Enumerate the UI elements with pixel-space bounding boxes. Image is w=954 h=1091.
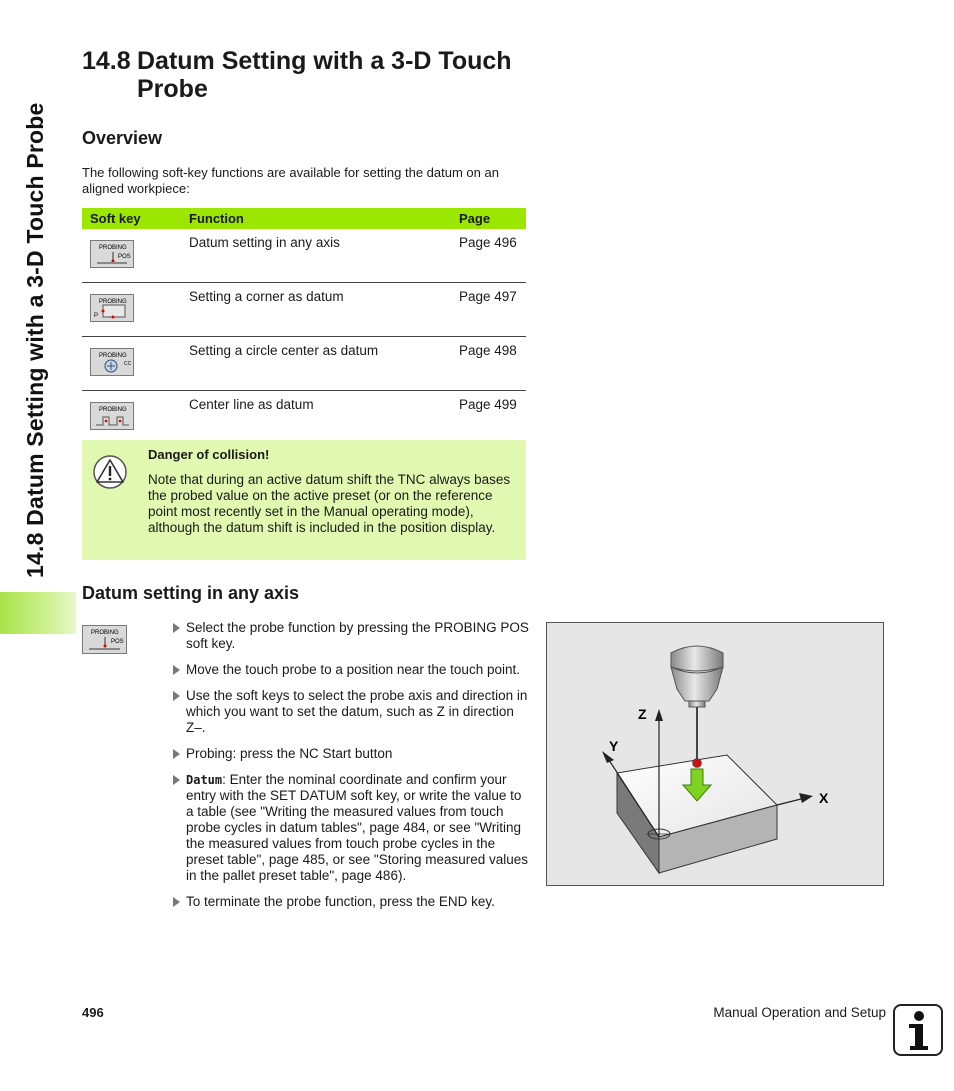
probing-circle-softkey[interactable] bbox=[90, 348, 134, 376]
header-softkey: Soft key bbox=[82, 208, 181, 229]
table-row bbox=[82, 283, 526, 337]
svg-text:PROBING: PROBING bbox=[99, 407, 127, 413]
page-title bbox=[82, 47, 542, 103]
page-cell: Page 498 bbox=[451, 337, 526, 391]
probing-pos-softkey[interactable] bbox=[90, 240, 134, 268]
list-item: To terminate the probe function, press the END key. bbox=[172, 894, 532, 910]
sidebar-chapter-title bbox=[14, 40, 64, 600]
bullet-triangle-icon bbox=[173, 691, 180, 701]
softkey-table bbox=[82, 208, 526, 445]
svg-text:P: P bbox=[94, 313, 99, 319]
datum-any-axis-heading: Datum setting in any axis bbox=[82, 583, 300, 603]
header-page: Page bbox=[451, 208, 526, 229]
warning-text: Note that during an active datum shift the TNC always bases the probed value on the active preset (or on the reference point most recently set in the Manual operating mode), although the datum shift is included in the position display. bbox=[148, 472, 511, 535]
axis-label-x: X bbox=[819, 790, 829, 806]
probing-pos-softkey-large[interactable] bbox=[82, 625, 127, 654]
bullet-triangle-icon bbox=[173, 665, 180, 675]
table-row bbox=[82, 337, 526, 391]
section-number: 14.8 bbox=[82, 47, 131, 75]
list-item: Probing: press the NC Start button bbox=[172, 746, 532, 762]
table-row bbox=[82, 229, 526, 283]
page-cell: Page 496 bbox=[451, 229, 526, 283]
collision-warning bbox=[82, 440, 526, 560]
softkey-label-line1: PROBING bbox=[91, 630, 119, 636]
probing-corner-softkey[interactable] bbox=[90, 294, 134, 322]
procedure-steps bbox=[172, 620, 532, 920]
list-item: Use the soft keys to select the probe axis and direction in which you want to set the datum, such as Z in direction Z–. bbox=[172, 688, 532, 736]
bullet-triangle-icon bbox=[173, 623, 180, 633]
probing-centerline-softkey[interactable] bbox=[90, 402, 134, 430]
overview-heading: Overview bbox=[82, 128, 163, 148]
table-row bbox=[82, 391, 526, 445]
page-cell: Page 497 bbox=[451, 283, 526, 337]
warning-icon bbox=[92, 454, 128, 490]
axis-label-z: Z bbox=[638, 706, 647, 722]
overview-intro: The following soft-key functions are available for setting the datum on an aligned workpiece: bbox=[82, 165, 499, 196]
datum-keyword: Datum bbox=[186, 773, 223, 787]
axis-label-y: Y bbox=[609, 738, 619, 754]
svg-text:POS: POS bbox=[118, 254, 131, 260]
function-cell: Datum setting in any axis bbox=[181, 229, 451, 283]
warning-title: Danger of collision! bbox=[148, 447, 270, 462]
probing-pos-icon bbox=[83, 626, 126, 653]
sidebar-title-text: 14.8 Datum Setting with a 3-D Touch Probe bbox=[22, 102, 48, 578]
function-cell: Setting a circle center as datum bbox=[181, 337, 451, 391]
list-item: Move the touch probe to a position near the touch point. bbox=[172, 662, 532, 678]
list-item: Datum: Enter the nominal coordinate and confirm your entry with the SET DATUM soft key, or write the value to a table (see "Writing the measured values from touch probe cycles in datum tables", page 484, or see "Writing the measured values from touch probe cycles in the preset table", page 485, or see "Storing measured values in the pallet preset table", page 486). bbox=[172, 772, 532, 884]
page-number: 496 bbox=[82, 1005, 104, 1020]
svg-text:PROBING: PROBING bbox=[99, 353, 127, 359]
touch-probe-figure bbox=[546, 622, 884, 886]
touch-probe-illustration bbox=[547, 623, 883, 885]
svg-text:PROBING: PROBING bbox=[99, 245, 127, 251]
probing-corner-icon bbox=[91, 295, 133, 321]
svg-text:CC: CC bbox=[124, 361, 132, 367]
bullet-triangle-icon bbox=[173, 897, 180, 907]
footer-chapter: Manual Operation and Setup bbox=[713, 1005, 886, 1020]
probing-centerline-icon bbox=[91, 403, 133, 429]
page-title-line1: Datum Setting with a 3-D Touch bbox=[137, 47, 512, 75]
softkey-label-line2: POS bbox=[111, 639, 124, 645]
page-cell: Page 499 bbox=[451, 391, 526, 445]
table-header-row bbox=[82, 208, 526, 229]
probing-pos-icon bbox=[91, 241, 133, 267]
page-title-line2: Probe bbox=[137, 75, 208, 103]
svg-text:PROBING: PROBING bbox=[99, 299, 127, 305]
header-function: Function bbox=[181, 208, 451, 229]
list-item: Select the probe function by pressing the PROBING POS soft key. bbox=[172, 620, 532, 652]
info-icon bbox=[893, 1004, 943, 1056]
function-cell: Setting a corner as datum bbox=[181, 283, 451, 337]
sidebar-tab bbox=[0, 592, 76, 634]
bullet-triangle-icon bbox=[173, 775, 180, 785]
function-cell: Center line as datum bbox=[181, 391, 451, 445]
bullet-triangle-icon bbox=[173, 749, 180, 759]
probing-circle-icon bbox=[91, 349, 133, 375]
